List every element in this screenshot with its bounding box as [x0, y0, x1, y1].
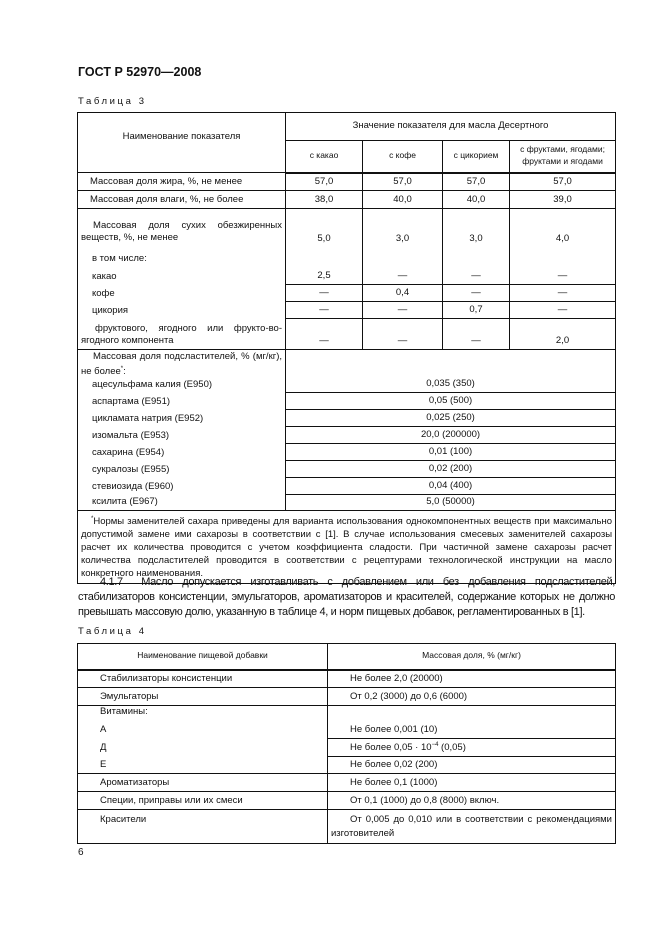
cell: —: [510, 285, 616, 302]
row-label: Красители: [78, 809, 328, 843]
table-row: [78, 670, 616, 688]
table-row: [78, 427, 616, 444]
sweetener-label: ксилита (Е967): [78, 495, 286, 511]
vitamins-title: Витамины:: [100, 706, 148, 717]
cell: —: [286, 319, 363, 350]
cell: 0,035 (350): [286, 350, 616, 393]
page-number: 6: [78, 847, 84, 858]
cell: 38,0: [286, 191, 363, 209]
cell: 40,0: [443, 191, 510, 209]
col-header-mass-fraction: Массовая доля, % (мг/кг): [328, 644, 616, 670]
table-row: [78, 809, 616, 843]
table3-footnote: [78, 511, 616, 584]
cell: 0,02 (200): [286, 461, 616, 478]
cell: 3,0: [443, 209, 510, 247]
table3-caption: Таблица 3: [78, 96, 147, 107]
cell: 0,01 (100): [286, 444, 616, 461]
table-row: [78, 393, 616, 410]
row-label: [78, 350, 286, 393]
sweetener-label: ацесульфама калия (Е950): [92, 378, 213, 390]
table-row: [78, 773, 616, 791]
cell: Не более 0,02 (200): [328, 756, 616, 773]
cell: —: [443, 247, 510, 285]
table-row: [78, 478, 616, 495]
cell: 4,0: [510, 209, 616, 247]
sweetener-label: изомальта (Е953): [78, 427, 286, 444]
cell: Не более 0,1 (1000): [328, 773, 616, 791]
table-4: [77, 643, 616, 844]
table-row: [78, 738, 616, 756]
table-row: [78, 209, 616, 247]
cell: 57,0: [443, 173, 510, 191]
cell: От 0,2 (3000) до 0,6 (6000): [328, 688, 616, 706]
cell: —: [363, 319, 443, 350]
sweetener-label: цикламата натрия (Е952): [78, 410, 286, 427]
vitamin-label: Е: [78, 756, 328, 773]
footnote-mark: *: [91, 516, 94, 522]
col-header: с фруктами, ягодами; фруктами и ягодами: [510, 141, 616, 173]
sweetener-label: сукралозы (Е955): [78, 461, 286, 478]
table-3: [77, 112, 616, 584]
table-row: [78, 173, 616, 191]
cell: Не более 2,0 (20000): [328, 670, 616, 688]
table-row: [78, 285, 616, 302]
row-label: Массовая доля жира, %, не менее: [78, 173, 286, 191]
cell: [328, 738, 616, 756]
table-row: [78, 461, 616, 478]
cell: 2,5: [286, 247, 363, 285]
cell: —: [363, 247, 443, 285]
cell: 40,0: [363, 191, 443, 209]
row-label: цикория: [78, 302, 286, 319]
cell: От 0,005 до 0,010 или в соответствии с рекомендациями изготовителей: [328, 809, 616, 843]
vitamin-label: А: [100, 724, 107, 735]
vitamin-label: Д: [78, 738, 328, 756]
row-label: Стабилизаторы консистенции: [78, 670, 328, 688]
cell-text: (0,05): [438, 741, 466, 753]
cell: 0,4: [363, 285, 443, 302]
cell: Не более 0,001 (10): [328, 706, 616, 739]
footnote-text: Нормы заменителей сахара приведены для варианта использования однокомпонентных веществ при максимально допустимой замене ими сахарозы в соответствии с [1]. В случае использования смесевых заменителей сахарозы расчет их количества проводится с учетом коэффициента сладости. При частичной замене сахарозы расчет количества подсластителей проводится в соответствии с рецептурами технологической инструкции на масло конкретного наименования.: [81, 516, 613, 580]
table-row: [78, 444, 616, 461]
cell: 0,025 (250): [286, 410, 616, 427]
cell: 57,0: [363, 173, 443, 191]
row-label: [78, 247, 286, 285]
row-label-prefix: в том числе:: [92, 252, 147, 264]
cell: —: [363, 302, 443, 319]
table-row: [78, 688, 616, 706]
cell: 20,0 (200000): [286, 427, 616, 444]
cell: 39,0: [510, 191, 616, 209]
row-label: кофе: [78, 285, 286, 302]
sweetener-label: аспартама (Е951): [78, 393, 286, 410]
table-row: [78, 302, 616, 319]
cell: 3,0: [363, 209, 443, 247]
table-row: [78, 410, 616, 427]
row-label: Специи, приправы или их смеси: [78, 791, 328, 809]
document-id: ГОСТ Р 52970—2008: [78, 65, 202, 79]
table-row: [78, 247, 616, 285]
col-header: с кофе: [363, 141, 443, 173]
cell: 0,7: [443, 302, 510, 319]
cell: 57,0: [510, 173, 616, 191]
row-label: фруктового, ягодного или фрукто-во-ягодного компонента: [78, 319, 286, 350]
cell: 5,0: [286, 209, 363, 247]
sweeteners-title-suffix: :: [123, 366, 126, 378]
footnote-mark: *: [120, 366, 124, 373]
sweeteners-title: Массовая доля подсластителей, % (мг/кг), не более: [81, 351, 282, 378]
exponent: −4: [431, 741, 439, 748]
cell: 5,0 (50000): [286, 495, 616, 511]
sweetener-label: стевиозида (Е960): [78, 478, 286, 495]
cell: —: [286, 302, 363, 319]
row-label: Массовая доля сухих обезжиренных веществ, %, не менее: [78, 209, 286, 247]
cell: 2,0: [510, 319, 616, 350]
col-header-name: Наименование показателя: [78, 113, 286, 173]
table-row: [78, 319, 616, 350]
paragraph-text: Масло допускается изготавливать с добавлением или без добавления подсластителей, стабилизаторов консистенции, эмульгаторов, ароматизаторов и красителей, содержание которых не должно превышать массовую долю, указанную в таблице 4, и норм пищевых добавок, регламентированных в [1].: [78, 576, 615, 618]
col-header-additive: Наименование пищевой добавки: [78, 644, 328, 670]
row-label: Эмульгаторы: [78, 688, 328, 706]
cell: —: [443, 285, 510, 302]
cell-text: Не более 0,05 · 10: [350, 741, 432, 753]
row-label: [78, 706, 328, 739]
cell: От 0,1 (1000) до 0,8 (8000) включ.: [328, 791, 616, 809]
table-row: [78, 191, 616, 209]
cell: —: [443, 319, 510, 350]
table-row: [78, 350, 616, 393]
cell: —: [286, 285, 363, 302]
row-label-text: какао: [92, 270, 117, 282]
cell: —: [510, 247, 616, 285]
col-header: с какао: [286, 141, 363, 173]
paragraph-4-1-7: [78, 575, 615, 620]
table4-caption: Таблица 4: [78, 626, 147, 637]
row-label: Ароматизаторы: [78, 773, 328, 791]
table-row: [78, 495, 616, 511]
row-label: Массовая доля влаги, %, не более: [78, 191, 286, 209]
cell: 0,04 (400): [286, 478, 616, 495]
cell: 0,05 (500): [286, 393, 616, 410]
table-row: [78, 791, 616, 809]
paragraph-number: 4.1.7: [100, 576, 123, 588]
table-row: [78, 706, 616, 739]
table-row: [78, 756, 616, 773]
cell: 57,0: [286, 173, 363, 191]
col-group-header: Значение показателя для масла Десертного: [286, 113, 616, 141]
sweetener-label: сахарина (Е954): [78, 444, 286, 461]
col-header: с цикорием: [443, 141, 510, 173]
cell: —: [510, 302, 616, 319]
